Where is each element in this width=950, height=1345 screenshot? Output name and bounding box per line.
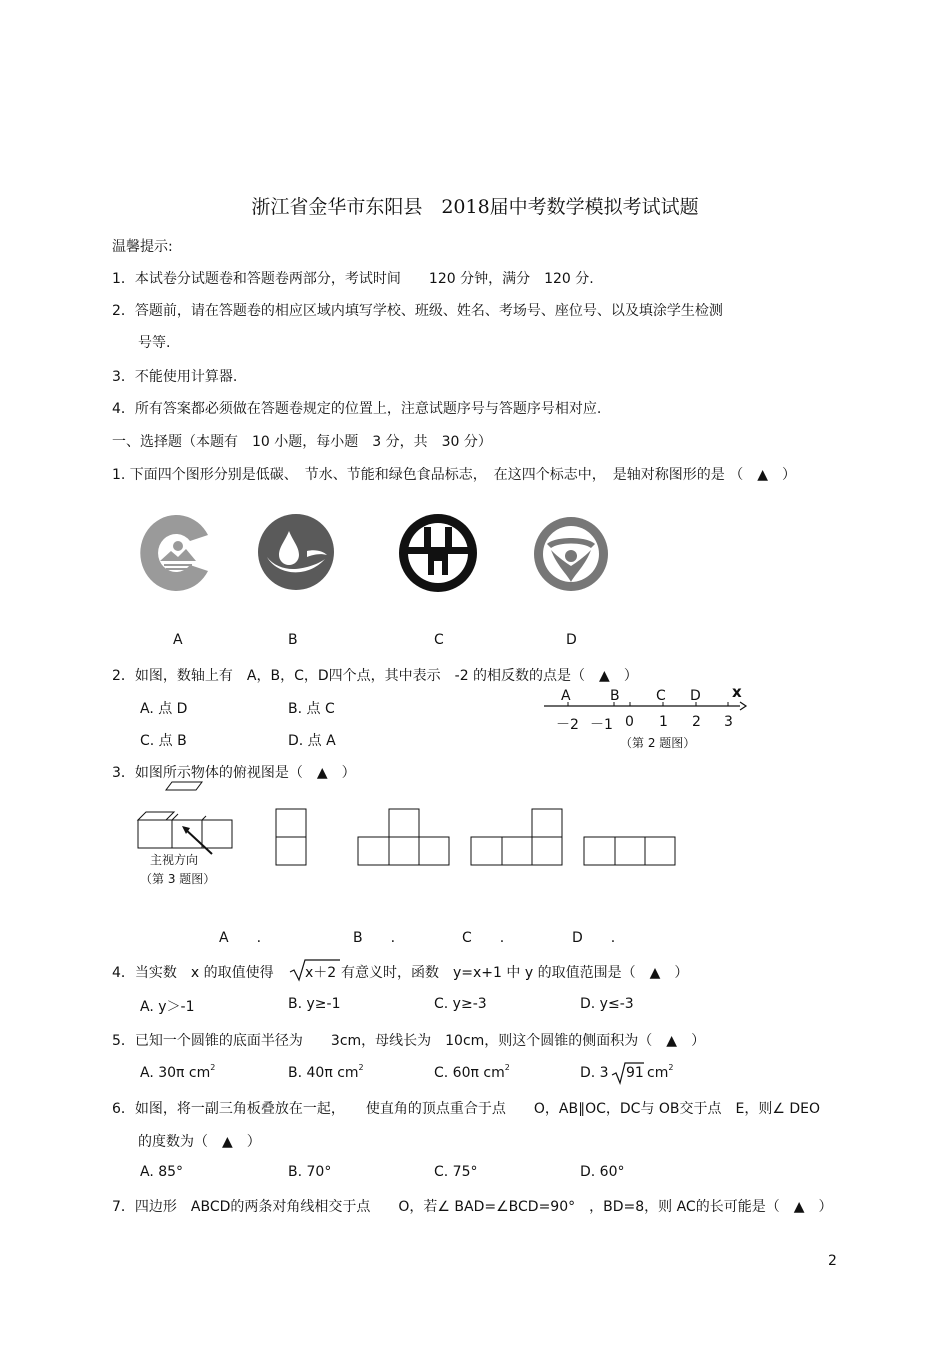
tip-4: 4．所有答案都必须做在答题卷规定的位置上，注意试题序号与答题序号相对应.	[112, 401, 602, 417]
question-3-stem: 3．如图所示物体的俯视图是（ ▲ ）	[112, 765, 356, 781]
tip-2: 2．答题前，请在答题卷的相应区域内填写学校、班级、姓名、考场号、座位号、以及填涂学生检测	[112, 303, 723, 319]
q3-label-b: B .	[353, 930, 396, 946]
q5-option-a: A. 30π $cm^2$	[140, 1063, 216, 1081]
q4-option-a: A. y＞-1	[140, 999, 195, 1015]
page-number: 2	[828, 1253, 837, 1269]
q3-label-c: C .	[462, 930, 505, 946]
energy-saving-logo-icon	[398, 513, 478, 593]
question-6-stem-cont: 的度数为（ ▲ ）	[138, 1134, 261, 1150]
q6-option-d: D. 60°	[580, 1164, 625, 1180]
green-food-logo-icon	[533, 516, 609, 592]
q3-label-d: D .	[572, 930, 616, 946]
axis-point-c: C	[656, 688, 666, 704]
view-option-a	[275, 808, 309, 868]
q1-label-a: A	[173, 632, 183, 648]
q2-caption: （第 2 题图）	[620, 736, 696, 750]
water-saving-logo-icon	[257, 513, 335, 591]
page-title: 浙江省金华市东阳县 2018届中考数学模拟考试试题	[251, 196, 699, 218]
question-4-stem-b: 有意义时，函数 y=x+1 中 y 的取值范围是（ ▲ ）	[341, 965, 689, 981]
q3-caption: （第 3 题图）	[140, 872, 216, 886]
q5-option-c: C. 60π $cm^2$	[434, 1063, 510, 1081]
tip-2-cont: 号等.	[138, 335, 171, 351]
q2-option-b: B. 点 C	[288, 701, 335, 717]
question-2-stem: 2．如图，数轴上有 A，B，C，D四个点，其中表示 -2 的相反数的点是（ ▲ ）	[112, 668, 638, 684]
axis-tick-neg1: －1	[590, 717, 613, 733]
tip-1: 1．本试卷分试题卷和答题卷两部分，考试时间 120 分钟，满分 120 分.	[112, 271, 594, 287]
q5-option-d: D. 3	[580, 1065, 609, 1081]
q2-option-d: D. 点 A	[288, 733, 336, 749]
view-direction-label: 主视方向	[150, 853, 199, 867]
q5-option-b: B. 40π $cm^2$	[288, 1063, 364, 1081]
q5-radicand: 91	[626, 1065, 644, 1081]
question-6-stem: 6．如图，将一副三角板叠放在一起， 使直角的顶点重合于点 O，AB∥OC，DC与 OB交于点 E，则∠ DEO	[112, 1101, 821, 1117]
q4-option-d: D. y≤-3	[580, 996, 634, 1012]
question-1-stem: 1. 下面四个图形分别是低碳、 节水、节能和绿色食品标志， 在这四个标志中， 是轴对称图形的是 （ ▲ ）	[112, 467, 797, 483]
axis-point-a: A	[561, 688, 571, 704]
axis-tick-1: 1	[659, 714, 668, 730]
axis-point-d: D	[690, 688, 701, 704]
question-4-stem-a: 4．当实数 x 的取值使得	[112, 965, 274, 981]
q4-option-b: B. y≥-1	[288, 996, 341, 1012]
q6-option-a: A. 85°	[140, 1164, 184, 1180]
q2-option-a: A. 点 D	[140, 701, 188, 717]
q6-option-b: B. 70°	[288, 1164, 332, 1180]
q4-option-c: C. y≥-3	[434, 996, 487, 1012]
q2-option-c: C. 点 B	[140, 733, 187, 749]
q1-label-d: D	[566, 632, 577, 648]
q3-label-a: A .	[219, 930, 262, 946]
axis-tick-3: 3	[724, 714, 733, 730]
view-option-d	[583, 836, 679, 868]
tips-heading: 温馨提示:	[112, 239, 173, 255]
q1-label-c: C	[434, 632, 444, 648]
question-5-stem: 5．已知一个圆锥的底面半径为 3cm，母线长为 10cm，则这个圆锥的侧面积为（ ▲ ）	[112, 1033, 706, 1049]
axis-variable: x	[732, 683, 742, 701]
q1-label-b: B	[288, 632, 298, 648]
question-7-stem: 7．四边形 ABCD的两条对角线相交于点 O，若∠ BAD=∠BCD=90° ，BD=8，则 AC的长可能是（ ▲ ）	[112, 1199, 833, 1215]
q4-radicand: x＋2	[305, 965, 337, 981]
view-option-c	[470, 808, 566, 868]
axis-tick-0: 0	[625, 714, 634, 730]
section-heading: 一、选择题（本题有 10 小题，每小题 3 分，共 30 分）	[112, 434, 492, 450]
axis-tick-neg2: －2	[556, 717, 579, 733]
object-3d-figure	[134, 780, 244, 855]
q6-option-c: C. 75°	[434, 1164, 478, 1180]
axis-point-b: B	[610, 688, 620, 704]
q5-unit: $cm^2$	[647, 1063, 674, 1081]
axis-tick-2: 2	[692, 714, 701, 730]
view-option-b	[357, 808, 453, 868]
low-carbon-logo-icon	[138, 513, 214, 593]
tip-3: 3．不能使用计算器.	[112, 369, 238, 385]
